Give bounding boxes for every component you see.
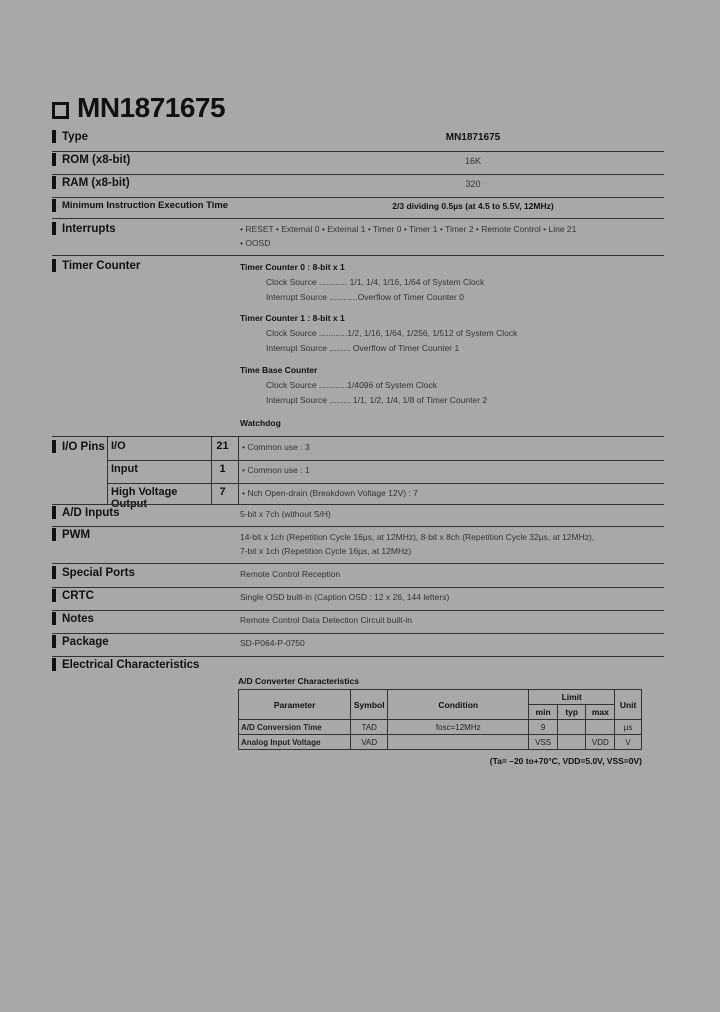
tc0-title: Timer Counter 0 : 8-bit x 1 [240, 262, 345, 272]
section-marker-icon [52, 589, 56, 602]
io-row-count: 21 [211, 437, 233, 460]
ad-inputs-row [52, 506, 664, 527]
min-exec-label: Minimum Instruction Execution Time [52, 199, 228, 212]
table-row [239, 720, 642, 735]
section-marker-icon [52, 176, 56, 189]
min-exec-value: 2/3 dividing 0.5µs (at 4.5 to 5.5V, 12MHz) [392, 201, 554, 211]
cell-condition [388, 735, 529, 750]
hv-output-row-name: High Voltage Output [107, 483, 211, 505]
cell-unit: µs [615, 720, 642, 735]
cell-min: VSS [529, 735, 558, 750]
ad-converter-title: A/D Converter Characteristics [238, 676, 359, 686]
notes-label: Notes [52, 612, 94, 625]
time-base-interrupt: Interrupt Source ......... 1/1, 1/2, 1/4, 1/8 of Timer Counter 2 [266, 395, 488, 405]
rom-label: ROM (x8-bit) [52, 153, 130, 166]
pwm-line2: 7-bit x 1ch (Repetition Cycle 16µs, at 12MHz) [240, 546, 412, 556]
section-marker-icon [52, 566, 56, 579]
cell-min: 9 [529, 720, 558, 735]
ram-row [52, 176, 664, 198]
cell-parameter: A/D Conversion Time [239, 720, 351, 735]
interrupts-label: Interrupts [52, 222, 116, 235]
timer-counter-row [52, 259, 664, 437]
header-limit: Limit [529, 690, 615, 705]
cell-condition: fosc=12MHz [388, 720, 529, 735]
type-row [52, 130, 664, 152]
input-row-note: • Common use : 1 [238, 460, 310, 483]
special-ports-row [52, 566, 664, 588]
io-pins-label: I/O Pins [52, 440, 105, 453]
header-condition: Condition [388, 690, 529, 720]
electrical-row [52, 658, 664, 674]
section-marker-icon [52, 222, 56, 235]
type-value: MN1871675 [445, 132, 501, 143]
ad-inputs-label: A/D Inputs [52, 506, 120, 519]
io-row-name: I/O [107, 437, 211, 460]
type-label: Type [52, 130, 88, 143]
notes-row [52, 612, 664, 634]
interrupts-line1: • RESET • External 0 • External 1 • Timer 0 • Timer 1 • Timer 2 • Remote Control • Line 21 [240, 224, 577, 234]
cell-parameter: Analog Input Voltage [239, 735, 351, 750]
cell-typ [557, 735, 586, 750]
hv-output-row-count: 7 [211, 483, 233, 505]
header-unit: Unit [615, 690, 642, 720]
tc1-title: Timer Counter 1 : 8-bit x 1 [240, 313, 345, 323]
tc0-interrupt: Interrupt Source ............Overflow of Timer Counter 0 [266, 292, 464, 302]
header-min: min [529, 705, 558, 720]
notes-value: Remote Control Data Detection Circuit built-in [240, 615, 412, 625]
header-typ: typ [557, 705, 586, 720]
ad-characteristics-table [238, 689, 642, 750]
section-marker-icon [52, 612, 56, 625]
hv-output-row-note: • Nch Open-drain (Breakdown Voltage 12V) : 7 [238, 483, 418, 505]
section-marker-icon [52, 658, 56, 671]
header-max: max [586, 705, 615, 720]
tc0-clock: Clock Source ............ 1/1, 1/4, 1/16, 1/64 of System Clock [266, 277, 485, 287]
io-row-note: • Common use : 3 [238, 437, 310, 460]
section-marker-icon [52, 259, 56, 272]
section-marker-icon [52, 153, 56, 166]
section-marker-icon [52, 528, 56, 541]
table-row [239, 735, 642, 750]
timer-counter-label: Timer Counter [52, 259, 140, 272]
tc1-clock: Clock Source ............1/2, 1/16, 1/64, 1/256, 1/512 of System Clock [266, 328, 518, 338]
cell-symbol: TAD [351, 720, 388, 735]
time-base-title: Time Base Counter [240, 365, 318, 375]
page-title [52, 92, 225, 124]
package-value: SD-P064-P-0750 [240, 638, 305, 648]
crtc-label: CRTC [52, 589, 94, 602]
pwm-row [52, 528, 664, 564]
time-base-clock: Clock Source ............1/4096 of System Clock [266, 380, 438, 390]
section-marker-icon [52, 635, 56, 648]
crtc-value: Single OSD built-in (Caption OSD : 12 x 26, 144 letters) [240, 592, 450, 602]
tc1-interrupt: Interrupt Source ......... Overflow of Timer Counter 1 [266, 343, 460, 353]
special-ports-label: Special Ports [52, 566, 135, 579]
square-bullet-icon [52, 102, 69, 119]
special-ports-value: Remote Control Reception [240, 569, 341, 579]
cell-typ [557, 720, 586, 735]
test-conditions: (Ta= –20 to+70°C, VDD=5.0V, VSS=0V) [489, 756, 642, 766]
watchdog-title: Watchdog [240, 418, 281, 428]
section-marker-icon [52, 506, 56, 519]
cell-unit: V [615, 735, 642, 750]
cell-max: VDD [586, 735, 615, 750]
interrupts-row [52, 222, 664, 256]
rom-value: 16K [464, 156, 481, 166]
io-pins-row [52, 437, 664, 510]
ram-value: 320 [465, 179, 481, 189]
input-row-count: 1 [211, 460, 233, 483]
section-marker-icon [52, 199, 56, 212]
package-label: Package [52, 635, 109, 648]
package-row [52, 635, 664, 657]
cell-symbol: VAD [351, 735, 388, 750]
interrupts-line2: • OOSD [240, 238, 271, 248]
rom-row [52, 153, 664, 175]
min-exec-row [52, 199, 664, 219]
ad-inputs-value: 5-bit x 7ch (without S/H) [240, 509, 331, 519]
section-marker-icon [52, 130, 56, 143]
pwm-line1: 14-bit x 1ch (Repetition Cycle 16µs, at 12MHz), 8-bit x 8ch (Repetition Cycle 32µs, at 12MHz), [240, 532, 595, 542]
ram-label: RAM (x8-bit) [52, 176, 130, 189]
header-symbol: Symbol [351, 690, 388, 720]
input-row-name: Input [107, 460, 211, 483]
pwm-label: PWM [52, 528, 90, 541]
cell-max [586, 720, 615, 735]
header-parameter: Parameter [239, 690, 351, 720]
crtc-row [52, 589, 664, 611]
section-marker-icon [52, 440, 56, 453]
part-number-title: MN1871675 [77, 92, 226, 123]
electrical-label: Electrical Characteristics [52, 658, 199, 671]
